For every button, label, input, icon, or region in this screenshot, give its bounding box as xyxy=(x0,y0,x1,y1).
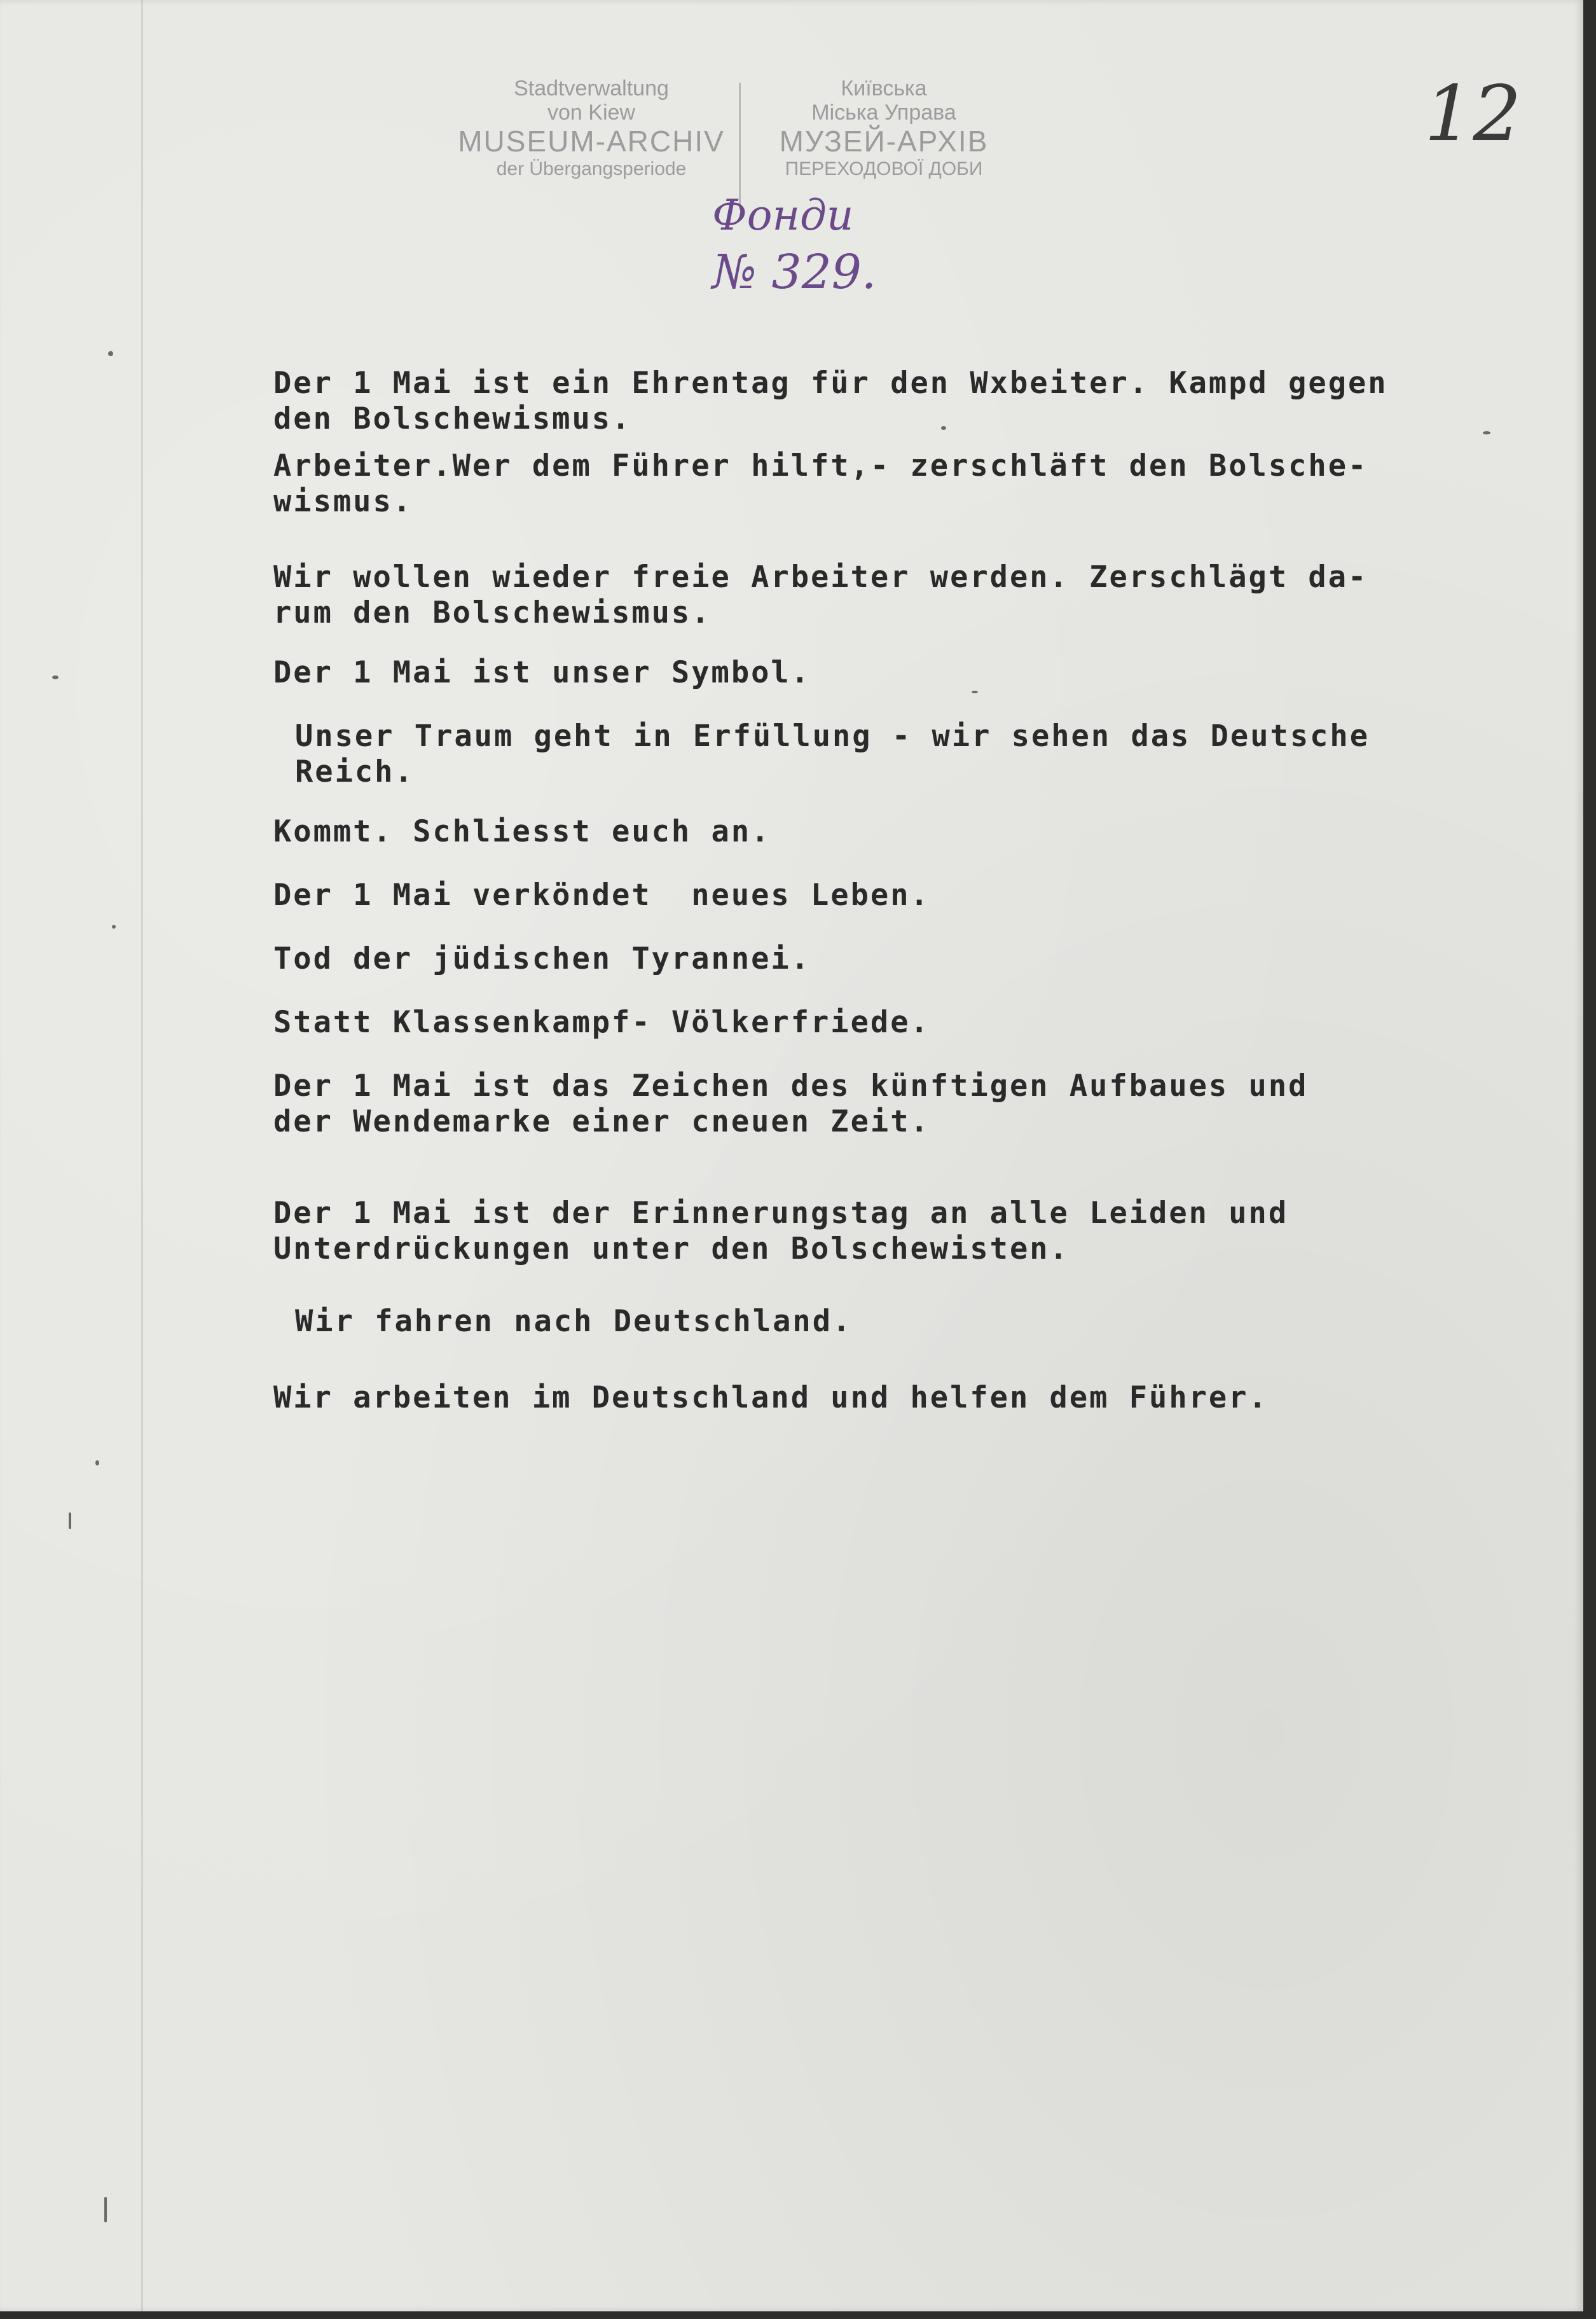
text-line: Unser Traum geht in Erfüllung - wir sehen das Deutsche xyxy=(295,719,1370,754)
handwritten-number: № 329. xyxy=(712,245,877,300)
text-line: Kommt. Schliesst euch an. xyxy=(273,814,771,849)
text-line: der Wendemarke einer cneuen Zeit. xyxy=(273,1104,930,1139)
speck xyxy=(108,351,113,356)
stamp-line: Stadtverwaltung xyxy=(514,76,669,100)
speck xyxy=(104,2197,107,2222)
stamp-line: ПЕРЕХОДОВОЇ ДОБИ xyxy=(785,158,983,179)
text-line: Der 1 Mai verköndet neues Leben. xyxy=(273,878,930,913)
handwritten-fondy: Фонди xyxy=(712,191,854,240)
stamp-ukrainian xyxy=(744,76,1024,181)
text-line: Wir fahren nach Deutschland. xyxy=(295,1304,853,1339)
text-line: Unterdrückungen unter den Bolschewisten. xyxy=(273,1231,1070,1266)
paragraph xyxy=(273,1304,1554,1339)
text-line: Statt Klassenkampf- Völkerfriede. xyxy=(273,1005,930,1040)
stamp-line: von Kiew xyxy=(547,100,635,125)
stamp-line: Міська Управа xyxy=(811,100,956,125)
paragraph xyxy=(273,560,1532,631)
text-line: Der 1 Mai ist unser Symbol. xyxy=(273,655,811,690)
paragraph xyxy=(273,814,1532,850)
speck xyxy=(1483,431,1490,434)
paragraph xyxy=(273,366,1532,437)
paragraph xyxy=(273,655,1532,691)
text-line: Tod der jüdischen Tyrannei. xyxy=(273,941,811,976)
speck xyxy=(52,675,58,679)
paragraph xyxy=(273,448,1532,520)
text-line: den Bolschewismus. xyxy=(273,401,632,436)
text-line: Wir wollen wieder freie Arbeiter werden. Zerschlägt da- xyxy=(273,560,1368,595)
fold-line xyxy=(141,0,143,2311)
stamp-german xyxy=(451,76,731,181)
speck xyxy=(941,426,946,430)
text-line: Der 1 Mai ist ein Ehrentag für den Wxbeiter. Kampd gegen xyxy=(273,366,1388,401)
paragraph xyxy=(273,1380,1532,1416)
paragraph xyxy=(273,1069,1532,1140)
text-line: Arbeiter.Wer dem Führer hilft,- zerschläft den Bolsche- xyxy=(273,448,1368,483)
page-number: 12 xyxy=(1424,70,1522,158)
paragraph xyxy=(273,1005,1532,1041)
stamp-line: МУЗЕЙ-АРХІВ xyxy=(779,125,989,158)
speck xyxy=(972,691,978,693)
stamp-line: MUSEUM-ARCHIV xyxy=(458,125,725,158)
text-line: wismus. xyxy=(273,484,413,519)
paragraph xyxy=(273,719,1554,790)
text-line: Wir arbeiten im Deutschland und helfen dem Führer. xyxy=(273,1380,1269,1415)
text-line: Der 1 Mai ist der Erinnerungstag an alle Leiden und xyxy=(273,1196,1289,1231)
paragraph xyxy=(273,941,1532,977)
text-line: rum den Bolschewismus. xyxy=(273,595,712,630)
paragraph xyxy=(273,1196,1532,1267)
speck xyxy=(95,1460,99,1465)
text-line: Der 1 Mai ist das Zeichen des künftigen Aufbaues und xyxy=(273,1069,1309,1104)
speck xyxy=(112,925,116,929)
stamp-line: Київська xyxy=(841,76,927,100)
paragraph xyxy=(273,878,1532,913)
text-line: Reich. xyxy=(295,754,415,789)
stamp-line: der Übergangsperiode xyxy=(496,158,687,179)
speck xyxy=(69,1513,71,1529)
